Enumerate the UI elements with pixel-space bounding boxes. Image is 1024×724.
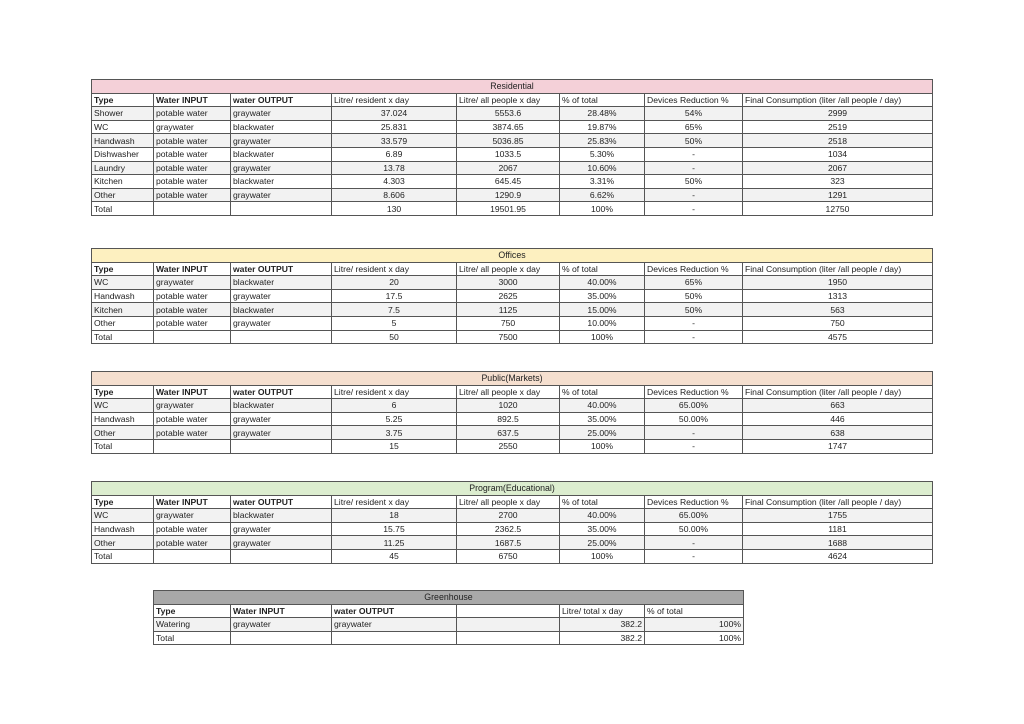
- row-litre-per-resident: 17.5: [332, 289, 457, 303]
- row-water-input: graywater: [154, 509, 231, 523]
- row-water-output: graywater: [332, 618, 457, 632]
- col-all-people-header: Litre/ all people x day: [457, 385, 560, 399]
- header-row: [92, 262, 933, 276]
- row-devices-reduction: 65.00%: [645, 399, 743, 413]
- row-devices-reduction: 54%: [645, 107, 743, 121]
- total-row: [92, 202, 933, 216]
- total-row: [92, 439, 933, 453]
- row-water-input: graywater: [154, 120, 231, 134]
- row-water-input: potable water: [154, 412, 231, 426]
- public-markets-table: [91, 371, 933, 454]
- offices-table: [91, 248, 933, 344]
- row-litre-per-resident: 8.606: [332, 188, 457, 202]
- row-water-input: [231, 631, 332, 645]
- row-devices-reduction: 50%: [645, 289, 743, 303]
- row-type: Total: [92, 330, 154, 344]
- col-per-resident-header: Litre/ resident x day: [332, 93, 457, 107]
- row-final-consumption: 663: [743, 399, 933, 413]
- row-litre-all-people: 2550: [457, 439, 560, 453]
- row-litre-all-people: 5553.6: [457, 107, 560, 121]
- table-row: [92, 134, 933, 148]
- offices-title: Offices: [92, 249, 933, 263]
- total-row: [92, 549, 933, 563]
- row-water-output: graywater: [231, 412, 332, 426]
- row-water-output: blackwater: [231, 509, 332, 523]
- row-water-output: [231, 549, 332, 563]
- row-devices-reduction: -: [645, 188, 743, 202]
- table-row: [154, 618, 744, 632]
- row-litre-per-resident: 6: [332, 399, 457, 413]
- row-type: Kitchen: [92, 175, 154, 189]
- table-row: [92, 509, 933, 523]
- row-devices-reduction: -: [645, 316, 743, 330]
- row-litre-all-people: 1125: [457, 303, 560, 317]
- col-reduction-header: Devices Reduction %: [645, 385, 743, 399]
- row-final-consumption: 1181: [743, 522, 933, 536]
- row-final-consumption: 1688: [743, 536, 933, 550]
- educational-rows: [92, 509, 933, 563]
- row-litre-per-resident: 6.89: [332, 147, 457, 161]
- table-row: [92, 399, 933, 413]
- row-water-output: graywater: [231, 316, 332, 330]
- row-water-output: graywater: [231, 522, 332, 536]
- total-row: [92, 330, 933, 344]
- row-type: Handwash: [92, 522, 154, 536]
- row-litre-all-people: 750: [457, 316, 560, 330]
- greenhouse-title: Greenhouse: [154, 591, 744, 605]
- col-output-header: water OUTPUT: [231, 262, 332, 276]
- row-water-output: blackwater: [231, 147, 332, 161]
- row-litre-all-people: 645.45: [457, 175, 560, 189]
- row-pct-of-total: 19.87%: [560, 120, 645, 134]
- row-devices-reduction: 65%: [645, 276, 743, 290]
- residential-title: Residential: [92, 80, 933, 94]
- row-final-consumption: 2999: [743, 107, 933, 121]
- row-litre-total-day: 382.2: [560, 618, 645, 632]
- row-litre-per-resident: 11.25: [332, 536, 457, 550]
- row-pct-of-total: 40.00%: [560, 399, 645, 413]
- row-water-output: blackwater: [231, 120, 332, 134]
- row-pct-of-total: 100%: [645, 631, 744, 645]
- row-water-input: [154, 439, 231, 453]
- row-water-output: graywater: [231, 536, 332, 550]
- row-water-input: graywater: [154, 399, 231, 413]
- row-water-input: potable water: [154, 303, 231, 317]
- row-type: Handwash: [92, 134, 154, 148]
- row-type: WC: [92, 399, 154, 413]
- col-type-header: Type: [92, 93, 154, 107]
- table-row: [92, 426, 933, 440]
- row-type: WC: [92, 120, 154, 134]
- row-litre-all-people: 2700: [457, 509, 560, 523]
- greenhouse-rows: [154, 618, 744, 645]
- row-pct-of-total: 40.00%: [560, 509, 645, 523]
- col-pct-header: % of total: [560, 385, 645, 399]
- col-all-people-header: Litre/ all people x day: [457, 93, 560, 107]
- row-litre-per-resident: 3.75: [332, 426, 457, 440]
- row-pct-of-total: 25.00%: [560, 426, 645, 440]
- row-pct-of-total: 100%: [560, 330, 645, 344]
- row-water-output: blackwater: [231, 303, 332, 317]
- row-water-input: graywater: [231, 618, 332, 632]
- row-devices-reduction: -: [645, 330, 743, 344]
- row-pct-of-total: 100%: [560, 202, 645, 216]
- row-final-consumption: 446: [743, 412, 933, 426]
- row-litre-per-resident: 20: [332, 276, 457, 290]
- row-devices-reduction: 50%: [645, 175, 743, 189]
- row-pct-of-total: 15.00%: [560, 303, 645, 317]
- row-type: Other: [92, 536, 154, 550]
- row-water-input: potable water: [154, 188, 231, 202]
- row-litre-per-resident: 45: [332, 549, 457, 563]
- col-output-header: water OUTPUT: [332, 604, 457, 618]
- col-input-header: Water INPUT: [154, 93, 231, 107]
- row-litre-all-people: 1290.9: [457, 188, 560, 202]
- row-devices-reduction: -: [645, 549, 743, 563]
- row-devices-reduction: -: [645, 147, 743, 161]
- header-row: [92, 385, 933, 399]
- public-title: Public(Markets): [92, 372, 933, 386]
- row-devices-reduction: -: [645, 426, 743, 440]
- col-output-header: water OUTPUT: [231, 385, 332, 399]
- educational-table: [91, 481, 933, 564]
- row-empty-cell: [457, 631, 560, 645]
- row-litre-all-people: 19501.95: [457, 202, 560, 216]
- table-row: [92, 107, 933, 121]
- row-empty-cell: [457, 618, 560, 632]
- col-per-resident-header: Litre/ resident x day: [332, 262, 457, 276]
- row-pct-of-total: 10.00%: [560, 316, 645, 330]
- row-water-input: [154, 330, 231, 344]
- row-pct-of-total: 100%: [560, 439, 645, 453]
- col-output-header: water OUTPUT: [231, 93, 332, 107]
- col-input-header: Water INPUT: [231, 604, 332, 618]
- table-row: [92, 276, 933, 290]
- educational-title: Program(Educational): [92, 482, 933, 496]
- row-devices-reduction: -: [645, 439, 743, 453]
- row-litre-total-day: 382.2: [560, 631, 645, 645]
- row-pct-of-total: 28.48%: [560, 107, 645, 121]
- table-row: [92, 522, 933, 536]
- row-litre-per-resident: 37.024: [332, 107, 457, 121]
- row-final-consumption: 2067: [743, 161, 933, 175]
- row-pct-of-total: 25.00%: [560, 536, 645, 550]
- row-final-consumption: 1747: [743, 439, 933, 453]
- col-reduction-header: Devices Reduction %: [645, 495, 743, 509]
- row-final-consumption: 12750: [743, 202, 933, 216]
- row-final-consumption: 4575: [743, 330, 933, 344]
- row-litre-per-resident: 7.5: [332, 303, 457, 317]
- row-final-consumption: 1950: [743, 276, 933, 290]
- row-litre-all-people: 1033.5: [457, 147, 560, 161]
- total-row: [154, 631, 744, 645]
- row-devices-reduction: -: [645, 161, 743, 175]
- table-row: [92, 412, 933, 426]
- col-type-header: Type: [154, 604, 231, 618]
- row-type: Handwash: [92, 412, 154, 426]
- row-litre-all-people: 1687.5: [457, 536, 560, 550]
- row-water-input: potable water: [154, 316, 231, 330]
- col-reduction-header: Devices Reduction %: [645, 93, 743, 107]
- row-pct-of-total: 100%: [645, 618, 744, 632]
- col-pct-header: % of total: [560, 262, 645, 276]
- row-pct-of-total: 35.00%: [560, 412, 645, 426]
- table-row: [92, 303, 933, 317]
- row-type: Watering: [154, 618, 231, 632]
- row-pct-of-total: 5.30%: [560, 147, 645, 161]
- col-type-header: Type: [92, 262, 154, 276]
- row-type: Total: [92, 439, 154, 453]
- row-litre-all-people: 7500: [457, 330, 560, 344]
- col-pct-header: % of total: [560, 93, 645, 107]
- row-type: Total: [154, 631, 231, 645]
- row-pct-of-total: 35.00%: [560, 522, 645, 536]
- col-final-header: Final Consumption (liter /all people / day): [743, 93, 933, 107]
- table-row: [92, 147, 933, 161]
- public-rows: [92, 399, 933, 453]
- row-pct-of-total: 6.62%: [560, 188, 645, 202]
- row-litre-per-resident: 15.75: [332, 522, 457, 536]
- residential-table: [91, 79, 933, 216]
- row-water-output: [231, 202, 332, 216]
- row-final-consumption: 4624: [743, 549, 933, 563]
- row-pct-of-total: 25.83%: [560, 134, 645, 148]
- row-final-consumption: 750: [743, 316, 933, 330]
- row-type: Other: [92, 426, 154, 440]
- row-water-output: graywater: [231, 426, 332, 440]
- row-litre-per-resident: 33.579: [332, 134, 457, 148]
- col-input-header: Water INPUT: [154, 262, 231, 276]
- row-type: WC: [92, 276, 154, 290]
- row-water-input: potable water: [154, 134, 231, 148]
- row-litre-all-people: 3000: [457, 276, 560, 290]
- row-water-input: [154, 202, 231, 216]
- table-row: [92, 188, 933, 202]
- row-pct-of-total: 3.31%: [560, 175, 645, 189]
- col-all-people-header: Litre/ all people x day: [457, 495, 560, 509]
- row-litre-all-people: 637.5: [457, 426, 560, 440]
- row-water-input: potable water: [154, 536, 231, 550]
- header-row: [92, 495, 933, 509]
- row-litre-per-resident: 13.78: [332, 161, 457, 175]
- col-pct-header: % of total: [560, 495, 645, 509]
- row-final-consumption: 323: [743, 175, 933, 189]
- row-litre-all-people: 2625: [457, 289, 560, 303]
- table-row: [92, 316, 933, 330]
- row-final-consumption: 2519: [743, 120, 933, 134]
- row-devices-reduction: 65%: [645, 120, 743, 134]
- row-final-consumption: 1291: [743, 188, 933, 202]
- table-row: [92, 175, 933, 189]
- col-output-header: water OUTPUT: [231, 495, 332, 509]
- row-water-output: blackwater: [231, 399, 332, 413]
- table-row: [92, 120, 933, 134]
- col-per-resident-header: Litre/ resident x day: [332, 385, 457, 399]
- row-litre-per-resident: 4.303: [332, 175, 457, 189]
- row-final-consumption: 563: [743, 303, 933, 317]
- row-devices-reduction: 50%: [645, 303, 743, 317]
- row-water-output: [231, 330, 332, 344]
- col-total-day-header: Litre/ total x day: [560, 604, 645, 618]
- col-input-header: Water INPUT: [154, 385, 231, 399]
- row-devices-reduction: 65.00%: [645, 509, 743, 523]
- header-row: [154, 604, 744, 618]
- row-devices-reduction: -: [645, 536, 743, 550]
- row-water-output: graywater: [231, 188, 332, 202]
- row-water-input: potable water: [154, 107, 231, 121]
- row-type: Total: [92, 202, 154, 216]
- row-water-input: potable water: [154, 175, 231, 189]
- row-water-input: graywater: [154, 276, 231, 290]
- row-litre-all-people: 6750: [457, 549, 560, 563]
- row-water-output: graywater: [231, 161, 332, 175]
- row-litre-all-people: 5036.85: [457, 134, 560, 148]
- row-water-output: blackwater: [231, 276, 332, 290]
- row-water-input: [154, 549, 231, 563]
- col-input-header: Water INPUT: [154, 495, 231, 509]
- row-devices-reduction: 50.00%: [645, 412, 743, 426]
- row-water-output: [231, 439, 332, 453]
- col-empty-header: [457, 604, 560, 618]
- row-type: WC: [92, 509, 154, 523]
- table-row: [92, 289, 933, 303]
- row-water-input: potable water: [154, 522, 231, 536]
- row-water-output: blackwater: [231, 175, 332, 189]
- row-type: Other: [92, 316, 154, 330]
- row-litre-per-resident: 25.831: [332, 120, 457, 134]
- row-water-input: potable water: [154, 147, 231, 161]
- residential-rows: [92, 107, 933, 216]
- row-water-output: graywater: [231, 107, 332, 121]
- col-final-header: Final Consumption (liter /all people / day): [743, 495, 933, 509]
- row-final-consumption: 2518: [743, 134, 933, 148]
- row-litre-per-resident: 130: [332, 202, 457, 216]
- row-water-output: graywater: [231, 134, 332, 148]
- row-type: Total: [92, 549, 154, 563]
- row-type: Other: [92, 188, 154, 202]
- col-all-people-header: Litre/ all people x day: [457, 262, 560, 276]
- row-final-consumption: 1313: [743, 289, 933, 303]
- row-water-input: potable water: [154, 161, 231, 175]
- row-devices-reduction: 50%: [645, 134, 743, 148]
- row-litre-per-resident: 50: [332, 330, 457, 344]
- row-water-output: graywater: [231, 289, 332, 303]
- row-type: Handwash: [92, 289, 154, 303]
- col-type-header: Type: [92, 385, 154, 399]
- row-devices-reduction: 50.00%: [645, 522, 743, 536]
- row-type: Kitchen: [92, 303, 154, 317]
- greenhouse-table: [153, 590, 744, 645]
- row-litre-per-resident: 18: [332, 509, 457, 523]
- row-final-consumption: 638: [743, 426, 933, 440]
- row-devices-reduction: -: [645, 202, 743, 216]
- header-row: [92, 93, 933, 107]
- row-pct-of-total: 40.00%: [560, 276, 645, 290]
- row-litre-all-people: 2362.5: [457, 522, 560, 536]
- row-type: Dishwasher: [92, 147, 154, 161]
- table-row: [92, 536, 933, 550]
- row-pct-of-total: 10.60%: [560, 161, 645, 175]
- col-final-header: Final Consumption (liter /all people / day): [743, 262, 933, 276]
- row-litre-all-people: 1020: [457, 399, 560, 413]
- row-type: Laundry: [92, 161, 154, 175]
- row-litre-all-people: 892.5: [457, 412, 560, 426]
- row-water-input: potable water: [154, 289, 231, 303]
- row-final-consumption: 1755: [743, 509, 933, 523]
- col-per-resident-header: Litre/ resident x day: [332, 495, 457, 509]
- col-pct-header: % of total: [645, 604, 744, 618]
- row-litre-per-resident: 5: [332, 316, 457, 330]
- col-reduction-header: Devices Reduction %: [645, 262, 743, 276]
- row-pct-of-total: 35.00%: [560, 289, 645, 303]
- row-type: Shower: [92, 107, 154, 121]
- row-final-consumption: 1034: [743, 147, 933, 161]
- row-water-input: potable water: [154, 426, 231, 440]
- row-pct-of-total: 100%: [560, 549, 645, 563]
- row-litre-per-resident: 15: [332, 439, 457, 453]
- row-litre-all-people: 3874.65: [457, 120, 560, 134]
- table-row: [92, 161, 933, 175]
- row-litre-per-resident: 5.25: [332, 412, 457, 426]
- offices-rows: [92, 276, 933, 344]
- row-water-output: [332, 631, 457, 645]
- col-type-header: Type: [92, 495, 154, 509]
- col-final-header: Final Consumption (liter /all people / day): [743, 385, 933, 399]
- row-litre-all-people: 2067: [457, 161, 560, 175]
